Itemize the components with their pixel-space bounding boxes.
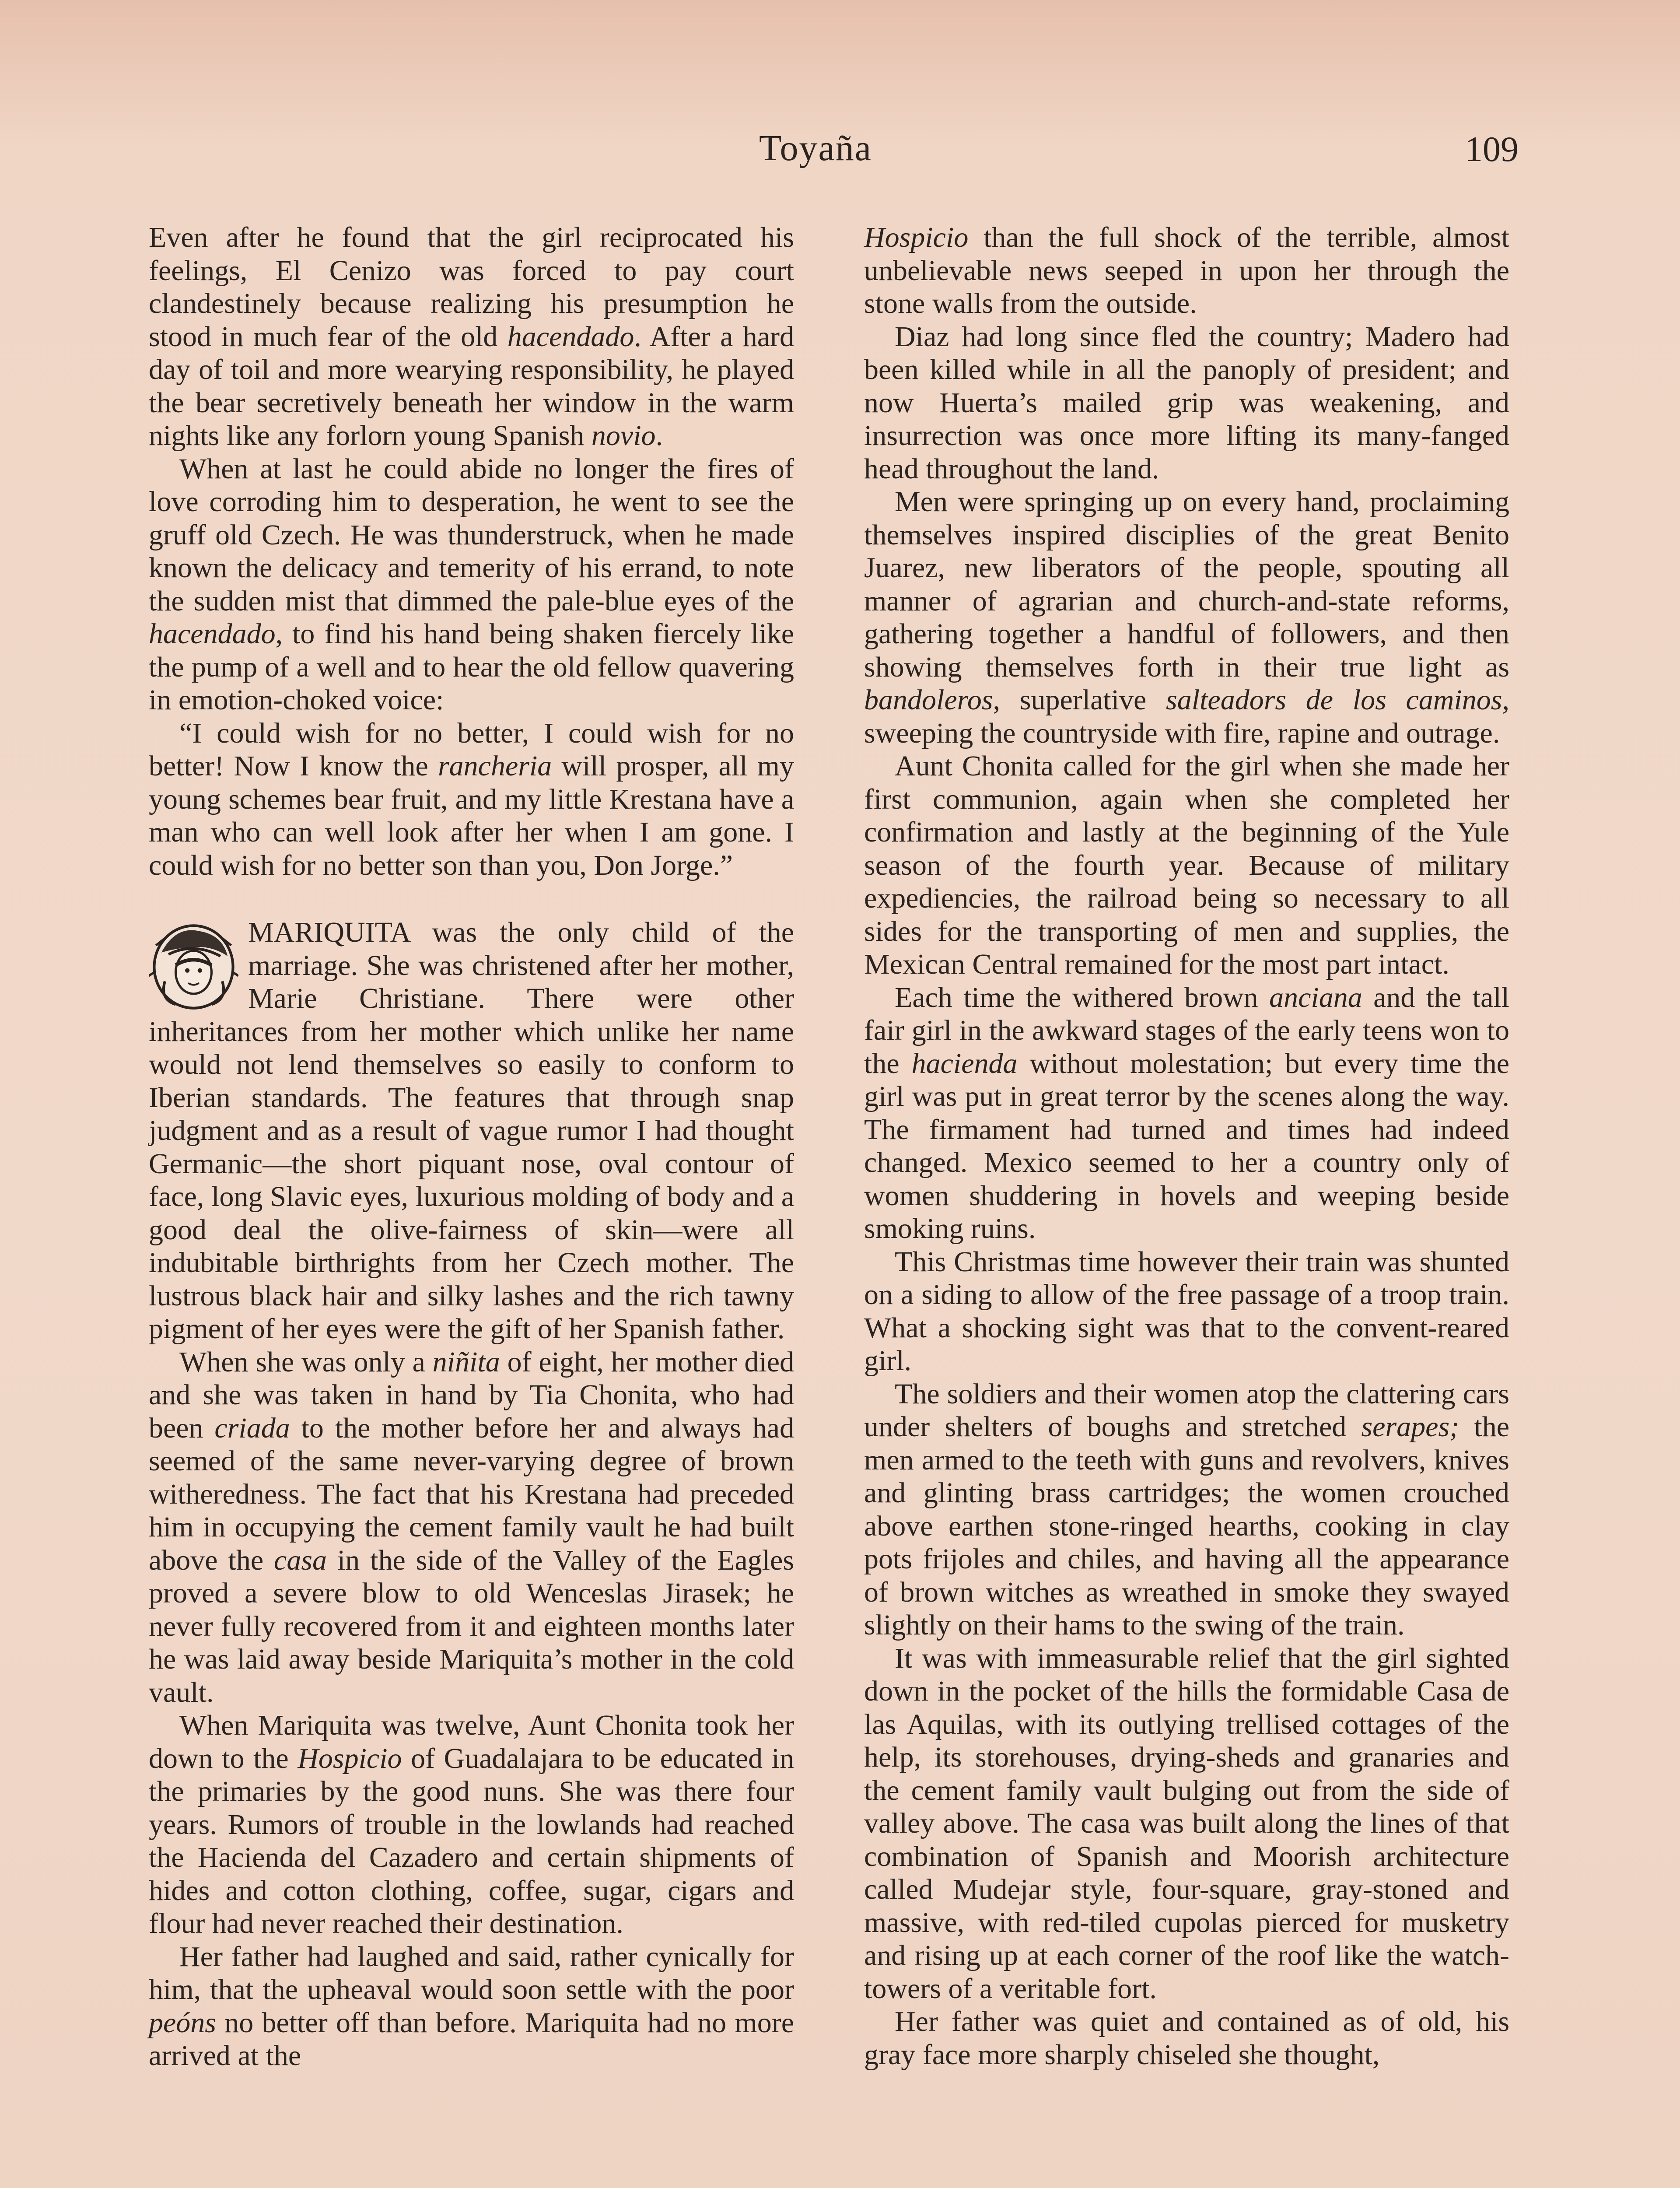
- paragraph: Hospicio than the full shock of the terrible, almost unbelievable news seeped in upon her through the stone walls from the outside.: [864, 221, 1509, 319]
- paragraph: The soldiers and their women atop the clattering cars under shelters of boughs and stretched serapes; the men armed to the teeth with guns and revolvers, knives and glinting brass cartridges; the women crouched above earthen stone-ringed hearths, cooking in clay pots frijoles and chiles, and having all the appearance of brown witches as wreathed in smoke they swayed slightly on their hams to the swing of the train.: [864, 1378, 1509, 1641]
- paragraph: Aunt Chonita called for the girl when she made her first communion, again when she completed her confirmation and lastly at the beginning of the Yule season of the fourth year. Because of military expediencies, the railroad being so necessary to all sides for the transporting of men and supplies, the Mexican Central remained for the most part intact.: [864, 750, 1509, 980]
- right-column: [864, 221, 1509, 2071]
- paragraph: It was with immeasurable relief that the girl sighted down in the pocket of the hills the formidable Casa de las Aquilas, with its outlying trellised cottages of the help, its storehouses, drying-sheds and granaries and the cement family vault bulging out from the side of valley above. The casa was built along the lines of that combination of Spanish and Moorish architecture called Mudejar style, four-square, gray-stoned and massive, with red-tiled cupolas pierced for musketry and rising up at each corner of the roof like the watch-towers of a veritable fort.: [864, 1642, 1509, 2005]
- running-title: Toyaña: [759, 128, 872, 168]
- paragraph: “I could wish for no better, I could wish for no better! Now I know the rancheria will prosper, all my young schemes bear fruit, and my little Krestana have a man who can well look after her when I am gone. I could wish for no better son than you, Don Jorge.”: [149, 717, 794, 881]
- paragraph: When Mariquita was twelve, Aunt Chonita took her down to the Hospicio of Guadalajara to be educated in the primaries by the good nuns. She was there four years. Rumors of trouble in the lowlands had reached the Hacienda del Cazadero and certain shipments of hides and cotton clothing, coffee, sugar, cigars and flour had never reached their destination.: [149, 1709, 794, 1939]
- page-header: [0, 127, 1680, 179]
- paragraph: Men were springing up on every hand, proclaiming themselves inspired disciplies of the great Benito Juarez, new liberators of the people, spouting all manner of agrarian and church-and-state reforms, gathering together a handful of followers, and then showing themselves forth in their true light as bandoleros, superlative salteadors de los caminos, sweeping the countryside with fire, rapine and outrage.: [864, 486, 1509, 749]
- section-opening-paragraph: MARIQUITA was the only child of the marriage. She was christened after her mother, Marie Christiane. There were other inheritances from her mother which unlike her name would not lend themselves so easily to conform to Iberian standards. The features that through snap judgment and as a result of vague rumor I had thought Germanic—the short piquant nose, oval contour of face, long Slavic eyes, luxurious molding of body and a good deal the olive-fairness of skin—were all indubitable birthrights from her Czech mother. The lustrous black hair and silky lashes and the rich tawny pigment of her eyes were the gift of her Spanish father.: [149, 916, 794, 1345]
- page-number: 109: [1465, 129, 1519, 169]
- paragraph: Even after he found that the girl reciprocated his feelings, El Cenizo was forced to pay court clandestinely because realizing his presumption he stood in much fear of the old hacendado. After a hard day of toil and more wearying responsibility, he played the bear secretively beneath her window in the warm nights like any forlorn young Spanish novio.: [149, 221, 794, 452]
- paragraph: Diaz had long since fled the country; Madero had been killed while in all the panoply of president; and now Huerta’s mailed grip was weakening, and insurrection was once more lifting its many-fanged head throughout the land.: [864, 320, 1509, 485]
- portrait-vignette-icon: [149, 919, 238, 1013]
- paragraph: This Christmas time however their train was shunted on a siding to allow of the free passage of a troop train. What a shocking sight was that to the convent-reared girl.: [864, 1245, 1509, 1377]
- left-column: [149, 221, 794, 2072]
- paragraph: When she was only a niñita of eight, her mother died and she was taken in hand by Tia Chonita, who had been criada to the mother before her and always had seemed of the same never-varying degree of brown witheredness. The fact that his Krestana had preceded him in occupying the cement family vault he had built above the casa in the side of the Valley of the Eagles proved a severe blow to old Wenceslas Jirasek; he never fully recovered from it and eighteen months later he was laid away beside Mariquita’s mother in the cold vault.: [149, 1346, 794, 1708]
- paragraph: Her father was quiet and contained as of old, his gray face more sharply chiseled she thought,: [864, 2006, 1509, 2071]
- paragraph: Each time the withered brown anciana and the tall fair girl in the awkward stages of the early teens won to the hacienda without molestation; but every time the girl was put in great terror by the scenes along the way. The firmament had turned and times had indeed changed. Mexico seemed to her a country only of women shuddering in hovels and weeping beside smoking ruins.: [864, 981, 1509, 1245]
- paragraph: When at last he could abide no longer the fires of love corroding him to desperation, he went to see the gruff old Czech. He was thunderstruck, when he made known the delicacy and temerity of his errand, to note the sudden mist that dimmed the pale-blue eyes of the hacendado, to find his hand being shaken fiercely like the pump of a well and to hear the old fellow quavering in emotion-choked voice:: [149, 452, 794, 716]
- paragraph: Her father had laughed and said, rather cynically for him, that the upheaval would soon settle with the poor peóns no better off than before. Mariquita had no more arrived at the: [149, 1940, 794, 2072]
